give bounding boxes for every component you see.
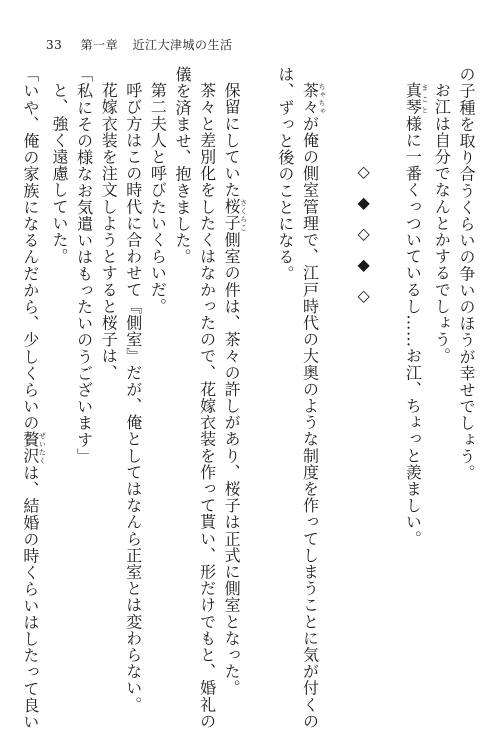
ruby-chacha: 茶々ちゃちゃ [300, 82, 326, 116]
blank-line [375, 66, 400, 686]
dialogue-line: 「いや、俺の家族になるんだから、少しくらいの贅沢ぜいたくは、結婚の時くらいはしたって良い [20, 66, 47, 730]
text-line: お江は自分でなんとかするでしょう。 [432, 82, 452, 365]
vertical-body-text [20, 66, 478, 730]
page-number: 33 [46, 38, 63, 52]
blank-line [248, 66, 273, 686]
text-line: 呼び方はこの時代に合わせて『側室』だが、俺としてはなんら正室とは変わらない。 [123, 82, 143, 713]
text-line: と、強く遠慮していた。 [50, 82, 69, 265]
text-line: は、ずっと後のことになる。 [275, 66, 295, 282]
chapter-label: 第一章 [80, 38, 119, 52]
ruby-sakurako: 桜子さくらこ [222, 198, 248, 232]
text-line: の子種を取り合うくらいの争いのほうが幸せでしょう。 [457, 66, 476, 481]
dialogue-line: 「私にその様なお気遣いはもったいのうございます」 [74, 66, 94, 465]
text-line: 真琴まこと様に一番くっついているし……お江、ちょっと羨ましい。 [403, 82, 429, 547]
blank-line [326, 66, 351, 686]
ruby-zeitaku: 贅沢ぜいたく [20, 431, 47, 465]
section-break: ◇◆◇◆◇ [354, 162, 374, 317]
text-line: 花嫁衣装を注文しようとすると桜子は、 [99, 82, 119, 381]
text-line: 儀を済ませ、抱きました。 [172, 66, 192, 266]
text-line: 茶々と差別化をしたくはなかったので、花嫁衣装を作って貰い、形だけでもと、婚礼の [197, 82, 217, 730]
text-line: 茶々ちゃちゃが俺の側室管理で、江戸時代の大奥のような制度を作ってしまうことに気が付くの [300, 82, 326, 730]
text-line: 第二夫人と呼びたいくらいだ。 [148, 82, 168, 315]
ruby-makoto: 真琴まこと [403, 82, 429, 116]
chapter-title: 近江大津城の生活 [132, 38, 233, 52]
text-line: 保留にしていた桜子さくらこ側室の件は、茶々の許しがあり、桜子は正式に側室となった。 [222, 82, 248, 697]
running-head [46, 36, 232, 53]
